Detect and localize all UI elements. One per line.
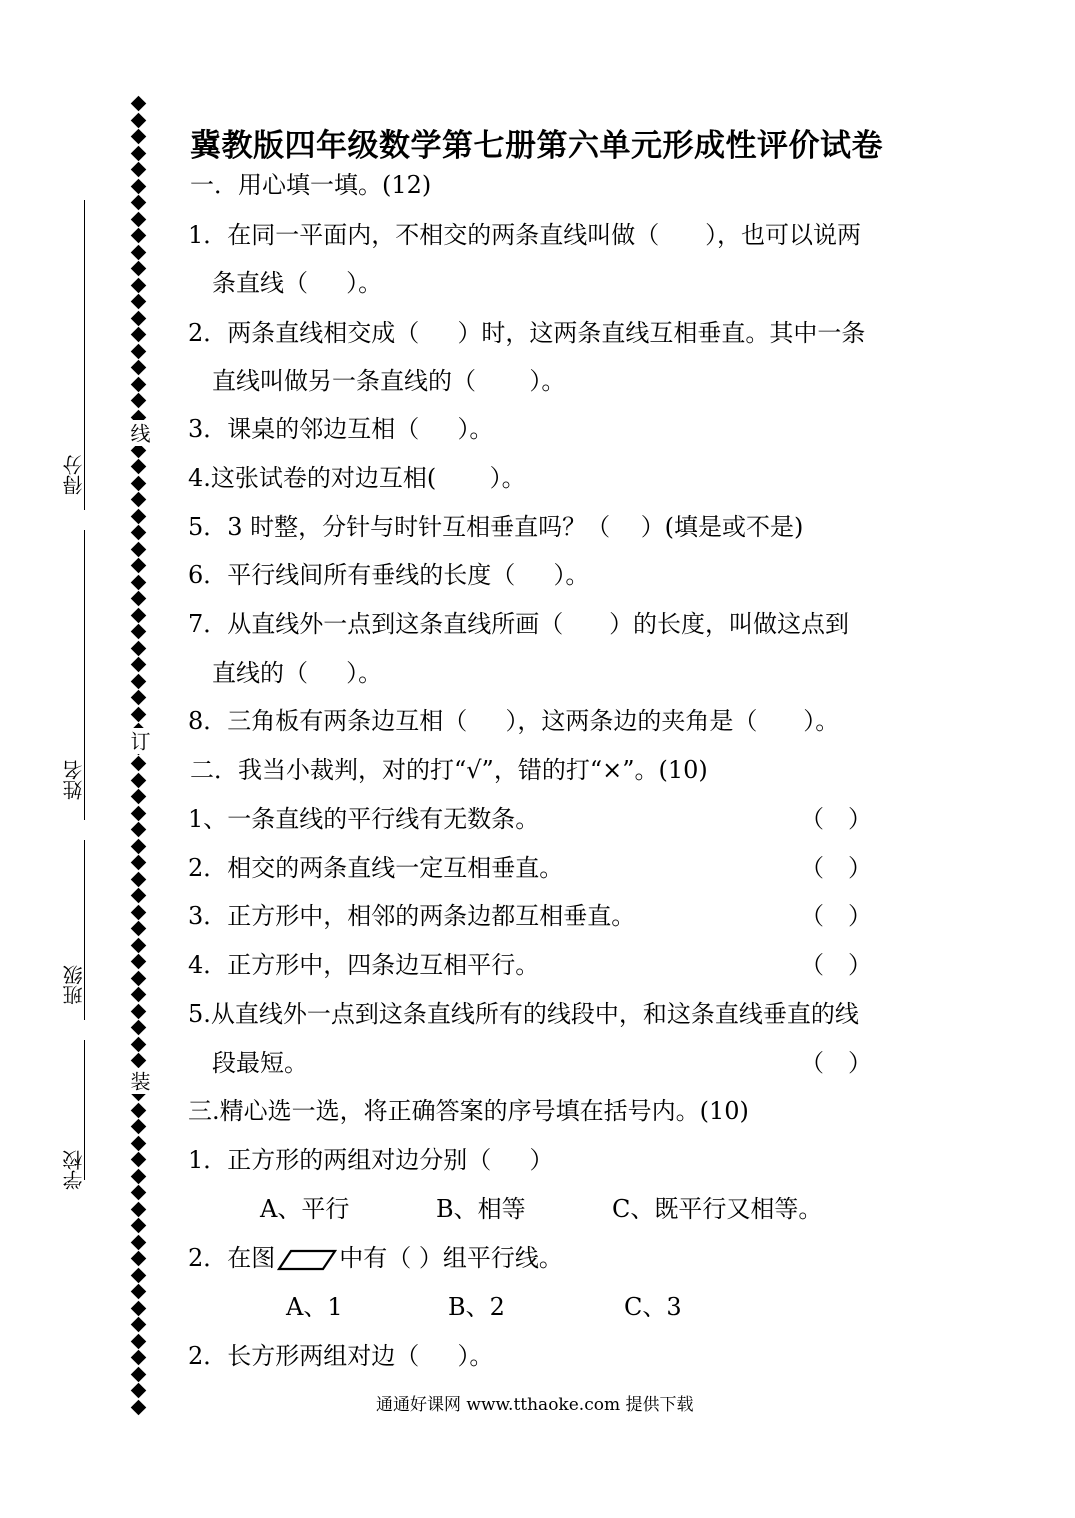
- s3-q1-option-c: C、既平行又相等。: [612, 1195, 823, 1223]
- s1-q1-line2: [212, 268, 382, 298]
- s3-q3-text: 2．长方形两组对边（: [188, 1342, 420, 1370]
- binding-diamond: [131, 888, 147, 904]
- score-label: 得分: [62, 455, 86, 495]
- binding-diamond: [131, 1234, 147, 1250]
- s1-q2-c: 直线叫做另一条直线的（: [212, 367, 476, 395]
- binding-diamond: [131, 541, 147, 557]
- binding-diamond: [131, 1366, 147, 1382]
- binding-diamond: [131, 789, 147, 805]
- binding-diamond: [131, 261, 147, 277]
- binding-diamond: [131, 921, 147, 937]
- s1-q4-a: 4.这张试卷的对边互相(: [188, 464, 437, 492]
- s1-q7-c: 直线的（: [212, 659, 308, 687]
- s2-q4: 4．正方形中，四条边互相平行。: [188, 951, 540, 979]
- page-title: 冀教版四年级数学第七册第六单元形成性评价试卷: [190, 128, 883, 164]
- binding-diamond: [131, 1251, 147, 1267]
- section1-heading: 一．用心填一填。(12): [190, 171, 432, 199]
- binding-diamond: [131, 525, 147, 541]
- s2-q2-answer[interactable]: （ ）: [800, 854, 872, 882]
- binding-diamond: [131, 772, 147, 788]
- binding-diamond: [131, 607, 147, 623]
- class-label: 班级: [62, 965, 86, 1005]
- s1-q2-line1: [188, 318, 865, 348]
- s2-q5-line1: 5.从直线外一点到这条直线所有的线段中，和这条直线垂直的线: [188, 1000, 859, 1028]
- binding-diamond: [131, 1201, 147, 1217]
- s2-q1: 1、一条直线的平行线有无数条。: [188, 805, 540, 833]
- binding-diamond: [131, 1036, 147, 1052]
- s2-q4-answer[interactable]: （ ）: [800, 951, 872, 979]
- binding-diamond: [131, 1284, 147, 1300]
- binding-diamond: [131, 112, 147, 128]
- binding-diamond: [131, 129, 147, 145]
- binding-diamond: [131, 558, 147, 574]
- binding-diamond: [131, 1168, 147, 1184]
- binding-diamond: [131, 1317, 147, 1333]
- school-label: 学校: [62, 1150, 86, 1190]
- binding-diamond: [131, 987, 147, 1003]
- s3-q3: [188, 1341, 493, 1371]
- s1-q7-line1: [188, 609, 849, 639]
- section3-heading: 三.精心选一选，将正确答案的序号填在括号内。(10): [188, 1097, 749, 1125]
- s1-q3-a: 3．课桌的邻边互相（: [188, 415, 420, 443]
- binding-char-xian: 线: [130, 420, 152, 446]
- s3-q2-option-b: B、2: [448, 1293, 505, 1321]
- s1-q1-b: ），也可以说两: [705, 221, 862, 249]
- s1-q8-b: ），这两条边的夹角是（: [505, 707, 758, 735]
- parallelogram-figure: [277, 1249, 337, 1271]
- binding-diamond: [131, 673, 147, 689]
- binding-diamond: [131, 393, 147, 409]
- s1-q2-b: ）时，这两条直线互相垂直。其中一条: [457, 319, 866, 347]
- s1-q6-b: ）。: [553, 561, 590, 589]
- s2-q2: 2．相交的两条直线一定互相垂直。: [188, 854, 564, 882]
- s1-q1-a: 1．在同一平面内，不相交的两条直线叫做（: [188, 221, 660, 249]
- binding-diamond: [131, 690, 147, 706]
- binding-diamond: [131, 1102, 147, 1118]
- name-label: 姓名: [62, 760, 86, 800]
- s2-q3-answer[interactable]: （ ）: [800, 902, 872, 930]
- binding-diamond: [131, 855, 147, 871]
- binding-diamond: [131, 1218, 147, 1234]
- s1-q8-c: ）。: [803, 707, 840, 735]
- binding-diamond: [131, 838, 147, 854]
- binding-diamond: [131, 1119, 147, 1135]
- s1-q5-b: ）(填是或不是): [640, 513, 804, 541]
- binding-diamond: [131, 706, 147, 722]
- s2-q3: 3．正方形中，相邻的两条边都互相垂直。: [188, 902, 636, 930]
- binding-char-zhuang: 装: [130, 1068, 152, 1094]
- binding-diamond: [131, 871, 147, 887]
- s3-q1-option-a: A、平行: [260, 1195, 350, 1223]
- binding-diamond: [131, 294, 147, 310]
- binding-diamond: [131, 228, 147, 244]
- s1-q6-a: 6．平行线间所有垂线的长度（: [188, 561, 516, 589]
- binding-diamond: [131, 376, 147, 392]
- binding-diamond: [131, 805, 147, 821]
- s1-q2-line2: [212, 366, 565, 396]
- s3-q2-option-a: A、1: [286, 1293, 343, 1321]
- s1-q4-b: ）。: [489, 464, 526, 492]
- s1-q6: [188, 560, 589, 590]
- footer-source: 通通好课网 www.tthaoke.com 提供下载: [376, 1395, 694, 1415]
- binding-diamond: [131, 591, 147, 607]
- s1-q2-a: 2．两条直线相交成（: [188, 319, 420, 347]
- binding-diamond: [131, 657, 147, 673]
- binding-diamond: [131, 574, 147, 590]
- s2-q5-answer[interactable]: （ ）: [800, 1049, 872, 1077]
- binding-diamond: [131, 822, 147, 838]
- s1-q7-d: ）。: [346, 659, 383, 687]
- s3-q1: [188, 1145, 553, 1175]
- s2-q5-line2: 段最短。: [212, 1049, 308, 1077]
- s3-q2-pre: 2．在图: [188, 1244, 276, 1272]
- binding-diamond-column: [131, 98, 149, 1418]
- s3-q1-text: 1．正方形的两组对边分别（: [188, 1146, 492, 1174]
- binding-diamond: [131, 1333, 147, 1349]
- binding-diamond: [131, 459, 147, 475]
- s3-q1-option-b: B、相等: [436, 1195, 526, 1223]
- s1-q4: [188, 463, 526, 493]
- binding-diamond: [131, 1053, 147, 1069]
- binding-diamond: [131, 211, 147, 227]
- binding-diamond: [131, 970, 147, 986]
- binding-diamond: [131, 640, 147, 656]
- binding-diamond: [131, 145, 147, 161]
- s1-q2-d: ）。: [529, 367, 566, 395]
- s1-q7-a: 7．从直线外一点到这条直线所画（: [188, 610, 564, 638]
- binding-diamond: [131, 360, 147, 376]
- s3-q2: [188, 1243, 563, 1273]
- binding-diamond: [131, 1020, 147, 1036]
- s1-q7-line2: [212, 658, 382, 688]
- binding-diamond: [131, 937, 147, 953]
- binding-diamond: [131, 904, 147, 920]
- binding-diamond: [131, 492, 147, 508]
- s1-q1-d: ）。: [346, 269, 383, 297]
- binding-diamond: [131, 1267, 147, 1283]
- s1-q8: [188, 706, 839, 736]
- section2-heading: 二．我当小裁判，对的打“√”，错的打“×”。(10): [190, 756, 708, 784]
- binding-diamond: [131, 96, 147, 112]
- binding-diamond: [131, 343, 147, 359]
- binding-diamond: [131, 1399, 147, 1415]
- binding-diamond: [131, 756, 147, 772]
- binding-diamond: [131, 277, 147, 293]
- binding-diamond: [131, 1383, 147, 1399]
- binding-diamond: [131, 310, 147, 326]
- s1-q5: [188, 512, 803, 542]
- binding-diamond: [131, 475, 147, 491]
- s3-q1-end: ）: [529, 1146, 554, 1174]
- s1-q1-c: 条直线（: [212, 269, 308, 297]
- binding-diamond: [131, 162, 147, 178]
- s3-q2-post: 中有（ ）组平行线。: [339, 1244, 563, 1272]
- binding-diamond: [131, 508, 147, 524]
- s1-q7-b: ）的长度，叫做这点到: [609, 610, 850, 638]
- s1-q3-b: ）。: [457, 415, 494, 443]
- binding-diamond: [131, 244, 147, 260]
- s2-q1-answer[interactable]: （ ）: [800, 805, 872, 833]
- s1-q3: [188, 414, 493, 444]
- s1-q5-a: 5．3 时整，分针与时针互相垂直吗？（: [188, 513, 611, 541]
- binding-diamond: [131, 1350, 147, 1366]
- s1-q1-line1: [188, 220, 861, 250]
- binding-diamond: [131, 1185, 147, 1201]
- binding-diamond: [131, 178, 147, 194]
- binding-diamond: [131, 624, 147, 640]
- binding-diamond: [131, 327, 147, 343]
- s1-q8-a: 8．三角板有两条边互相（: [188, 707, 468, 735]
- binding-diamond: [131, 1003, 147, 1019]
- binding-diamond: [131, 1152, 147, 1168]
- binding-diamond: [131, 195, 147, 211]
- binding-diamond: [131, 1135, 147, 1151]
- s3-q2-option-c: C、3: [624, 1293, 682, 1321]
- s3-q3-end: ）。: [457, 1342, 494, 1370]
- binding-char-ding: 订: [130, 728, 152, 754]
- binding-diamond: [131, 1300, 147, 1316]
- binding-diamond: [131, 954, 147, 970]
